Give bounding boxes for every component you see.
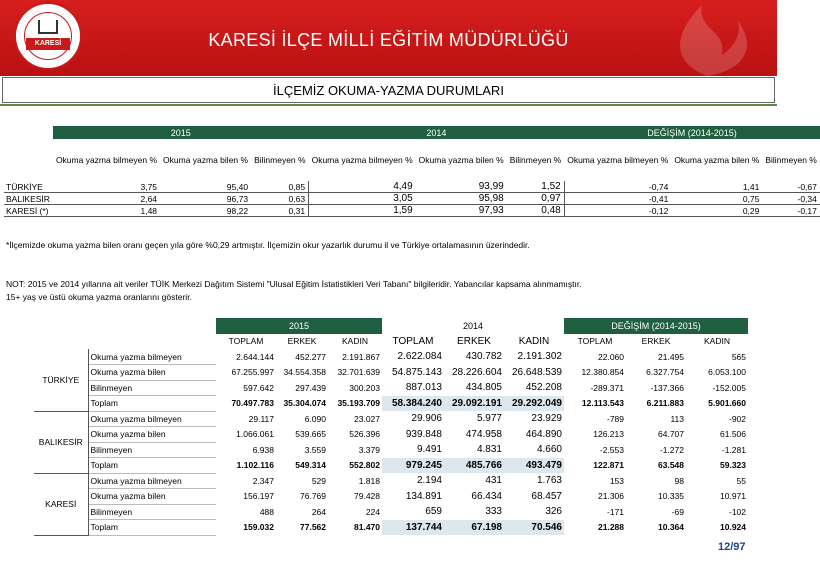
table-cell: -1.272 (659, 444, 684, 455)
row-label: KARESİ (*) (4, 205, 53, 217)
row-label: Bilinmeyen (88, 442, 216, 458)
table-cell: 29.906 (411, 413, 442, 425)
table-cell: 23.929 (531, 413, 562, 425)
table-cell: 0,85 (251, 181, 309, 193)
table-cell: 2.191.867 (342, 351, 380, 362)
table-cell: 224 (365, 506, 380, 517)
table-cell: 1.763 (536, 475, 562, 487)
table-cell: 28.226.604 (451, 366, 502, 378)
col-header: Bilinmeyen % (509, 154, 562, 165)
table-row (34, 473, 748, 489)
table-cell: 79.428 (354, 491, 380, 502)
col-header: KADIN (518, 335, 550, 347)
table-cell: 979.245 (382, 458, 444, 474)
table-cell: 5.901.660 (708, 398, 746, 409)
row-label: Okuma yazma bilmeyen (88, 349, 216, 365)
page-number: 12/97 (718, 541, 746, 553)
table-cell: 264 (311, 506, 326, 517)
col-header: Okuma yazma bilmeyen % (567, 154, 669, 165)
table-cell: 434.805 (465, 382, 502, 394)
table-cell: 597.642 (243, 382, 274, 393)
table-cell: 22.060 (598, 351, 624, 362)
source-note-line: 15+ yaş ve üstü okuma yazma oranlarını gösterir. (6, 292, 192, 302)
table-cell: -1.281 (721, 444, 746, 455)
table-cell: 485.766 (444, 458, 504, 474)
percentage-table (4, 126, 820, 217)
table-row (34, 380, 748, 396)
table-cell: 122.871 (593, 460, 624, 471)
table-cell: 5.977 (476, 413, 502, 425)
table-cell: 21.495 (658, 351, 684, 362)
table-cell: 10.364 (658, 522, 684, 533)
year-2014-header: 2014 (309, 126, 565, 139)
table-cell: 0,31 (251, 205, 309, 217)
col-header: KADIN (704, 336, 730, 347)
table-row (34, 489, 748, 505)
table-cell: -171 (606, 506, 624, 517)
table-cell: -137.366 (650, 382, 684, 393)
table-cell: 96,73 (160, 193, 251, 205)
table-cell: 2.644.144 (236, 351, 274, 362)
col-header: ERKEK (457, 335, 491, 347)
table-cell: 6.211.883 (646, 398, 684, 409)
table-cell: 159.032 (243, 522, 274, 533)
table-cell: 2.347 (252, 475, 274, 486)
table-cell: 539.665 (295, 429, 326, 440)
table-cell: 81.470 (354, 522, 380, 533)
table-cell: 21.288 (598, 522, 624, 533)
row-label: TÜRKİYE (4, 181, 53, 193)
table-cell: 297.439 (295, 382, 326, 393)
change-header: DEĞİŞİM (2014-2015) (564, 318, 748, 334)
table-row (34, 442, 748, 458)
table-cell: 29.117 (248, 413, 274, 424)
row-label: Okuma yazma bilen (88, 427, 216, 443)
header-banner (0, 0, 777, 76)
row-label: Toplam (88, 396, 216, 412)
logo-label: KARESİ (26, 38, 70, 50)
table-cell: 59.323 (720, 460, 746, 471)
row-label: Toplam (88, 458, 216, 474)
table-cell: 1,41 (671, 181, 762, 193)
table-cell: 32.701.639 (337, 367, 380, 378)
table-cell: -0,67 (762, 181, 820, 193)
col-header: TOPLAM (228, 336, 264, 347)
table-cell: -69 (671, 506, 684, 517)
table-cell: 1.818 (358, 475, 380, 486)
table-cell: 2,64 (53, 193, 160, 205)
table-cell: 70.497.783 (231, 398, 274, 409)
table-cell: 887.013 (405, 382, 442, 394)
group-label: BALIKESİR (34, 411, 88, 473)
source-note-line: NOT: 2015 ve 2014 yıllarına ait veriler TÜİK Merkezi Dağıtım Sistemi "Ulusal Eğitim İstatistikleri Veri Tabanı" bilgileridir. Yabancılar kapsama alınmamıştır. (6, 279, 582, 289)
table-row (4, 205, 820, 217)
table-cell: 1,52 (507, 181, 565, 193)
table-cell: -0,74 (564, 181, 671, 193)
table-cell: 3,05 (309, 193, 416, 205)
table-cell: 55 (736, 475, 746, 486)
table-cell: 113 (670, 413, 684, 424)
table-cell: 526.396 (349, 429, 380, 440)
table-cell: -902 (728, 413, 746, 424)
table-cell: 1.102.116 (236, 460, 274, 471)
table-cell: 4.831 (476, 444, 502, 456)
table-cell: 10.335 (658, 491, 684, 502)
table-cell: 35.193.709 (337, 398, 380, 409)
table-cell: 0,63 (251, 193, 309, 205)
table-cell: 10.924 (720, 522, 746, 533)
col-header: Okuma yazma bilen % (674, 154, 760, 165)
table-cell: 67.198 (444, 520, 504, 536)
row-label: Bilinmeyen (88, 504, 216, 520)
row-label: Okuma yazma bilmeyen (88, 473, 216, 489)
group-label: TÜRKİYE (34, 349, 88, 411)
table-cell: 126.213 (593, 429, 624, 440)
row-label: BALIKESİR (4, 193, 53, 205)
table-cell: 97,93 (416, 205, 507, 217)
table-cell: 68.457 (531, 490, 562, 502)
table-cell: 58.384.240 (382, 396, 444, 412)
table-cell: 1,48 (53, 205, 160, 217)
table-cell: -789 (606, 413, 624, 424)
page-title: KARESİ İLÇE MİLLİ EĞİTİM MÜDÜRLÜĞÜ (208, 30, 569, 50)
table-cell: 333 (485, 506, 502, 518)
table-cell: 98 (674, 475, 684, 486)
table-cell: 153 (609, 475, 624, 486)
table-cell: 12.380.854 (581, 367, 624, 378)
table-cell: 529 (311, 475, 326, 486)
table-cell: 70.546 (504, 520, 564, 536)
count-table (34, 318, 748, 536)
table-row (34, 458, 748, 474)
row-label: Okuma yazma bilmeyen (88, 411, 216, 427)
table-cell: 66.434 (471, 490, 502, 502)
row-label: Okuma yazma bilen (88, 489, 216, 505)
col-header: KADIN (342, 336, 368, 347)
table-row (4, 181, 820, 193)
divider (0, 104, 777, 106)
table-cell: 29.292.049 (504, 396, 564, 412)
table-cell: 300.203 (349, 382, 380, 393)
table-cell: 98,22 (160, 205, 251, 217)
col-header: Okuma yazma bilmeyen % (55, 154, 158, 165)
table-cell: 6.938 (252, 444, 274, 455)
table-cell: 2.622.084 (397, 351, 442, 363)
col-header: ERKEK (287, 336, 317, 347)
year-2014-header: 2014 (462, 320, 484, 331)
table-cell: 488 (259, 506, 274, 517)
table-cell: 0,75 (671, 193, 762, 205)
col-header: Okuma yazma bilen % (163, 154, 249, 165)
table-cell: 1,59 (309, 205, 416, 217)
table-row (34, 365, 748, 381)
table-cell: 95,40 (160, 181, 251, 193)
table-cell: 156.197 (243, 491, 274, 502)
table-cell: 12.113.543 (581, 398, 624, 409)
table-cell: 4,49 (309, 181, 416, 193)
table-cell: 23.027 (354, 413, 380, 424)
row-label: Bilinmeyen (88, 380, 216, 396)
table-cell: 493.479 (504, 458, 564, 474)
table-cell: 326 (545, 506, 562, 518)
col-header: TOPLAM (577, 336, 613, 347)
col-header: Okuma yazma bilmeyen % (311, 154, 413, 165)
table-row (34, 349, 748, 365)
table-cell: 431 (485, 475, 502, 487)
table-cell: 0,29 (671, 205, 762, 217)
source-note (6, 278, 582, 304)
table-cell: -0,12 (564, 205, 671, 217)
table-cell: 35.304.074 (283, 398, 326, 409)
table-cell: 54.875.143 (391, 366, 442, 378)
col-header: ERKEK (641, 336, 671, 347)
table-cell: 939.848 (405, 428, 442, 440)
table-row (34, 520, 748, 536)
table-cell: 9.491 (416, 444, 442, 456)
table-cell: -0,17 (762, 205, 820, 217)
table-cell: 565 (731, 351, 746, 362)
table-cell: 552.802 (349, 460, 380, 471)
table-cell: 67.255.997 (231, 367, 274, 378)
table-cell: 474.958 (465, 428, 502, 440)
table-row (4, 193, 820, 205)
table-cell: 452.277 (295, 351, 326, 362)
table-cell: 26.648.539 (511, 366, 562, 378)
table-cell: 452.208 (525, 382, 562, 394)
table-cell: 6.090 (304, 413, 326, 424)
table-cell: -289.371 (590, 382, 624, 393)
col-header: Bilinmeyen % (765, 154, 817, 165)
table-cell: 6.053.100 (708, 367, 746, 378)
table-cell: 29.092.191 (444, 396, 504, 412)
table-cell: 34.554.358 (283, 367, 326, 378)
table-cell: 134.891 (405, 490, 442, 502)
table-cell: 10.971 (720, 491, 746, 502)
table-row (34, 427, 748, 443)
table-cell: 549.314 (295, 460, 326, 471)
table-cell: -102 (728, 506, 746, 517)
group-label: KARESİ (34, 473, 88, 535)
note-text: *İlçemizde okuma yazma bilen oranı geçen yıla göre %0,29 artmıştır. İlçemizin okur yazarlık durumu il ve Türkiye ortalamasının üzerindedir. (6, 240, 530, 250)
table-cell: 6.327.754 (646, 367, 684, 378)
col-header: Bilinmeyen % (254, 154, 306, 165)
table-cell: 21.306 (598, 491, 624, 502)
table-row (34, 396, 748, 412)
table-cell: 3.559 (304, 444, 326, 455)
table-cell: 2.194 (416, 475, 442, 487)
change-header: DEĞİŞİM (2014-2015) (564, 126, 820, 139)
table-cell: 93,99 (416, 181, 507, 193)
row-label: Toplam (88, 520, 216, 536)
table-cell: -0,41 (564, 193, 671, 205)
year-2015-header: 2015 (53, 126, 309, 139)
table-cell: -0,34 (762, 193, 820, 205)
table-cell: -152.005 (712, 382, 746, 393)
table-cell: 77.562 (300, 522, 326, 533)
table-cell: 3.379 (358, 444, 380, 455)
col-header: TOPLAM (392, 335, 434, 347)
subtitle-box (2, 77, 775, 103)
table-cell: -2.553 (599, 444, 624, 455)
table-cell: 464.890 (525, 428, 562, 440)
section-title: İLÇEMİZ OKUMA-YAZMA DURUMLARI (273, 83, 504, 98)
table-cell: 2.191.302 (517, 351, 562, 363)
table-cell: 3,75 (53, 181, 160, 193)
table-cell: 76.769 (300, 491, 326, 502)
table-cell: 0,48 (507, 205, 565, 217)
table-cell: 430.782 (465, 351, 502, 363)
table-cell: 61.506 (720, 429, 746, 440)
col-header: Okuma yazma bilen % (418, 154, 504, 165)
table-cell: 0,97 (507, 193, 565, 205)
table-cell: 95,98 (416, 193, 507, 205)
row-label: Okuma yazma bilen (88, 365, 216, 381)
table-cell: 659 (425, 506, 442, 518)
table-row (34, 504, 748, 520)
year-2015-header: 2015 (216, 318, 382, 334)
table-row (34, 411, 748, 427)
table-cell: 63.548 (658, 460, 684, 471)
table-cell: 1.066.061 (236, 429, 274, 440)
table-cell: 64.707 (658, 429, 684, 440)
table-cell: 4.660 (536, 444, 562, 456)
table-cell: 137.744 (382, 520, 444, 536)
